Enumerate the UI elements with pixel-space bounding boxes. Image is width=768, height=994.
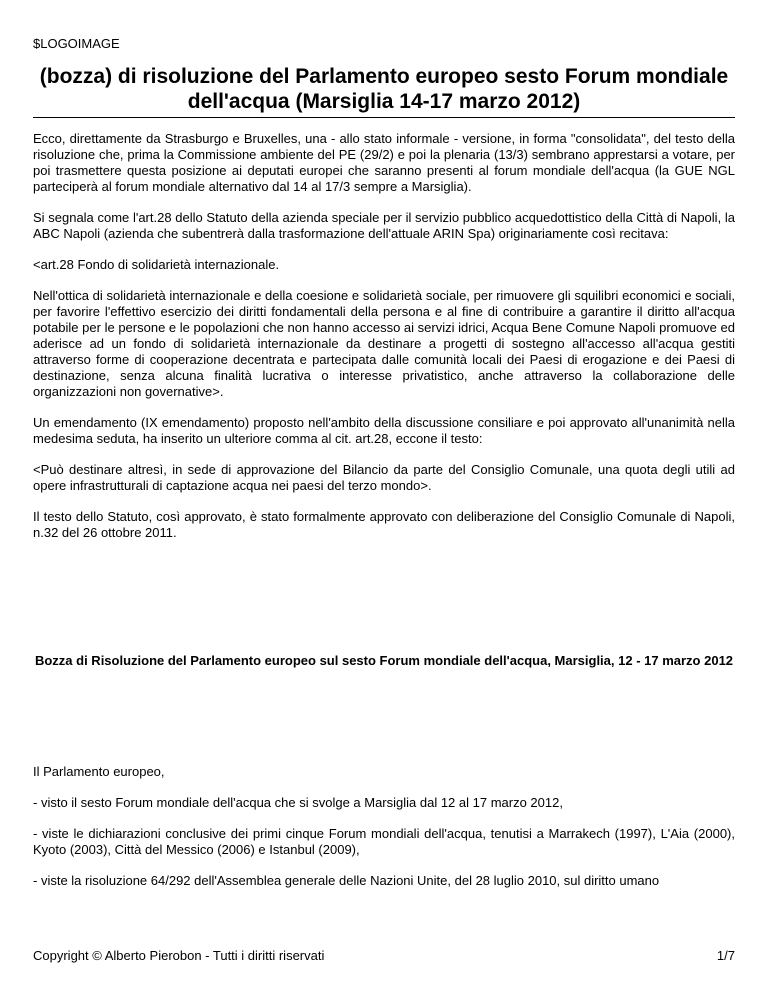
page-number: 1/7 bbox=[716, 948, 735, 963]
paragraph-art28-text: Nell'ottica di solidarietà internazionale e della coesione e solidarietà sociale, per rimuovere gli squilibri economici e sociali, per favorire l'effettivo esercizio dei diritti fondamentali della persona e al fine di contribuire a garantire il diritto all'acqua potabile per le persone e le popolazioni che non hanno accesso ai servizi idrici, Acqua Bene Comune Napoli promuove ed aderisce ad un fondo di solidarietà internazionale da destinare a progetti di sostegno all'accesso all'acqua gestiti attraverso forme di cooperazione decentrata e partecipata dalle comunità locali dei Paesi di erogazione e dei Paesi di destinazione, senza alcuna finalità lucrativa o interesse privatistico, anche attraverso la collaborazione delle organizzazioni non governative>. bbox=[33, 288, 735, 399]
paragraph-amendment: Un emendamento (IX emendamento) proposto nell'ambito della discussione consiliare e poi approvato all'unanimità nella medesima seduta, ha inserito un ulteriore comma al cit. art.28, eccone il testo: bbox=[33, 415, 735, 446]
footer-copyright: Copyright © Alberto Pierobon - Tutti i diritti riservati bbox=[33, 948, 325, 963]
resolution-item: - viste le dichiarazioni conclusive dei primi cinque Forum mondiali dell'acqua, tenutisi a Marrakech (1997), L'Aia (2000), Kyoto (2003), Città del Messico (2006) e Istanbul (2009), bbox=[33, 826, 735, 857]
resolution-item: - viste la risoluzione 64/292 dell'Assemblea generale delle Nazioni Unite, del 28 luglio 2010, sul diritto umano bbox=[33, 873, 660, 888]
paragraph-statute-context: Si segnala come l'art.28 dello Statuto della azienda speciale per il servizio pubblico acquedottistico della Città di Napoli, la ABC Napoli (azienda che subentrerà dalla trasformazione dell'attuale ARIN Spa) originariamente così recitava: bbox=[33, 210, 735, 241]
section-spacer-2 bbox=[33, 684, 735, 764]
section-spacer bbox=[33, 556, 735, 653]
page-title: (bozza) di risoluzione del Parlamento europeo sesto Forum mondiale dell'acqua (Marsiglia 14-17 marzo 2012) bbox=[39, 65, 729, 113]
resolution-opening: Il Parlamento europeo, bbox=[33, 764, 165, 779]
section-heading: Bozza di Risoluzione del Parlamento europeo sul sesto Forum mondiale dell'acqua, Marsiglia, 12 - 17 marzo 2012 bbox=[34, 653, 734, 668]
document-body bbox=[33, 131, 735, 904]
logo-placeholder: $LOGOIMAGE bbox=[33, 36, 120, 51]
resolution-item: - visto il sesto Forum mondiale dell'acqua che si svolge a Marsiglia dal 12 al 17 marzo 2012, bbox=[33, 795, 563, 810]
paragraph-intro: Ecco, direttamente da Strasburgo e Bruxelles, una - allo stato informale - versione, in forma "consolidata", del testo della risoluzione che, prima la Commissione ambiente del PE (29/2) e poi la plenaria (13/3) sembrano apprestarsi a votare, per poi trasmettere questa posizione ai deputati europei che saranno presenti al forum mondiale dell'acqua (la GUE NGL parteciperà al forum mondiale alternativo dal 14 al 17/3 sempre a Marsiglia). bbox=[33, 131, 735, 194]
paragraph-approval: Il testo dello Statuto, così approvato, è stato formalmente approvato con deliberazione del Consiglio Comunale di Napoli, n.32 del 26 ottobre 2011. bbox=[33, 509, 735, 540]
title-divider bbox=[33, 117, 735, 118]
paragraph-amendment-text: <Può destinare altresì, in sede di approvazione del Bilancio da parte del Consiglio Comunale, una quota degli utili ad opere infrastrutturali di captazione acqua nei paesi del terzo mondo>. bbox=[33, 462, 735, 493]
paragraph-art28-title: <art.28 Fondo di solidarietà internazionale. bbox=[33, 257, 280, 272]
